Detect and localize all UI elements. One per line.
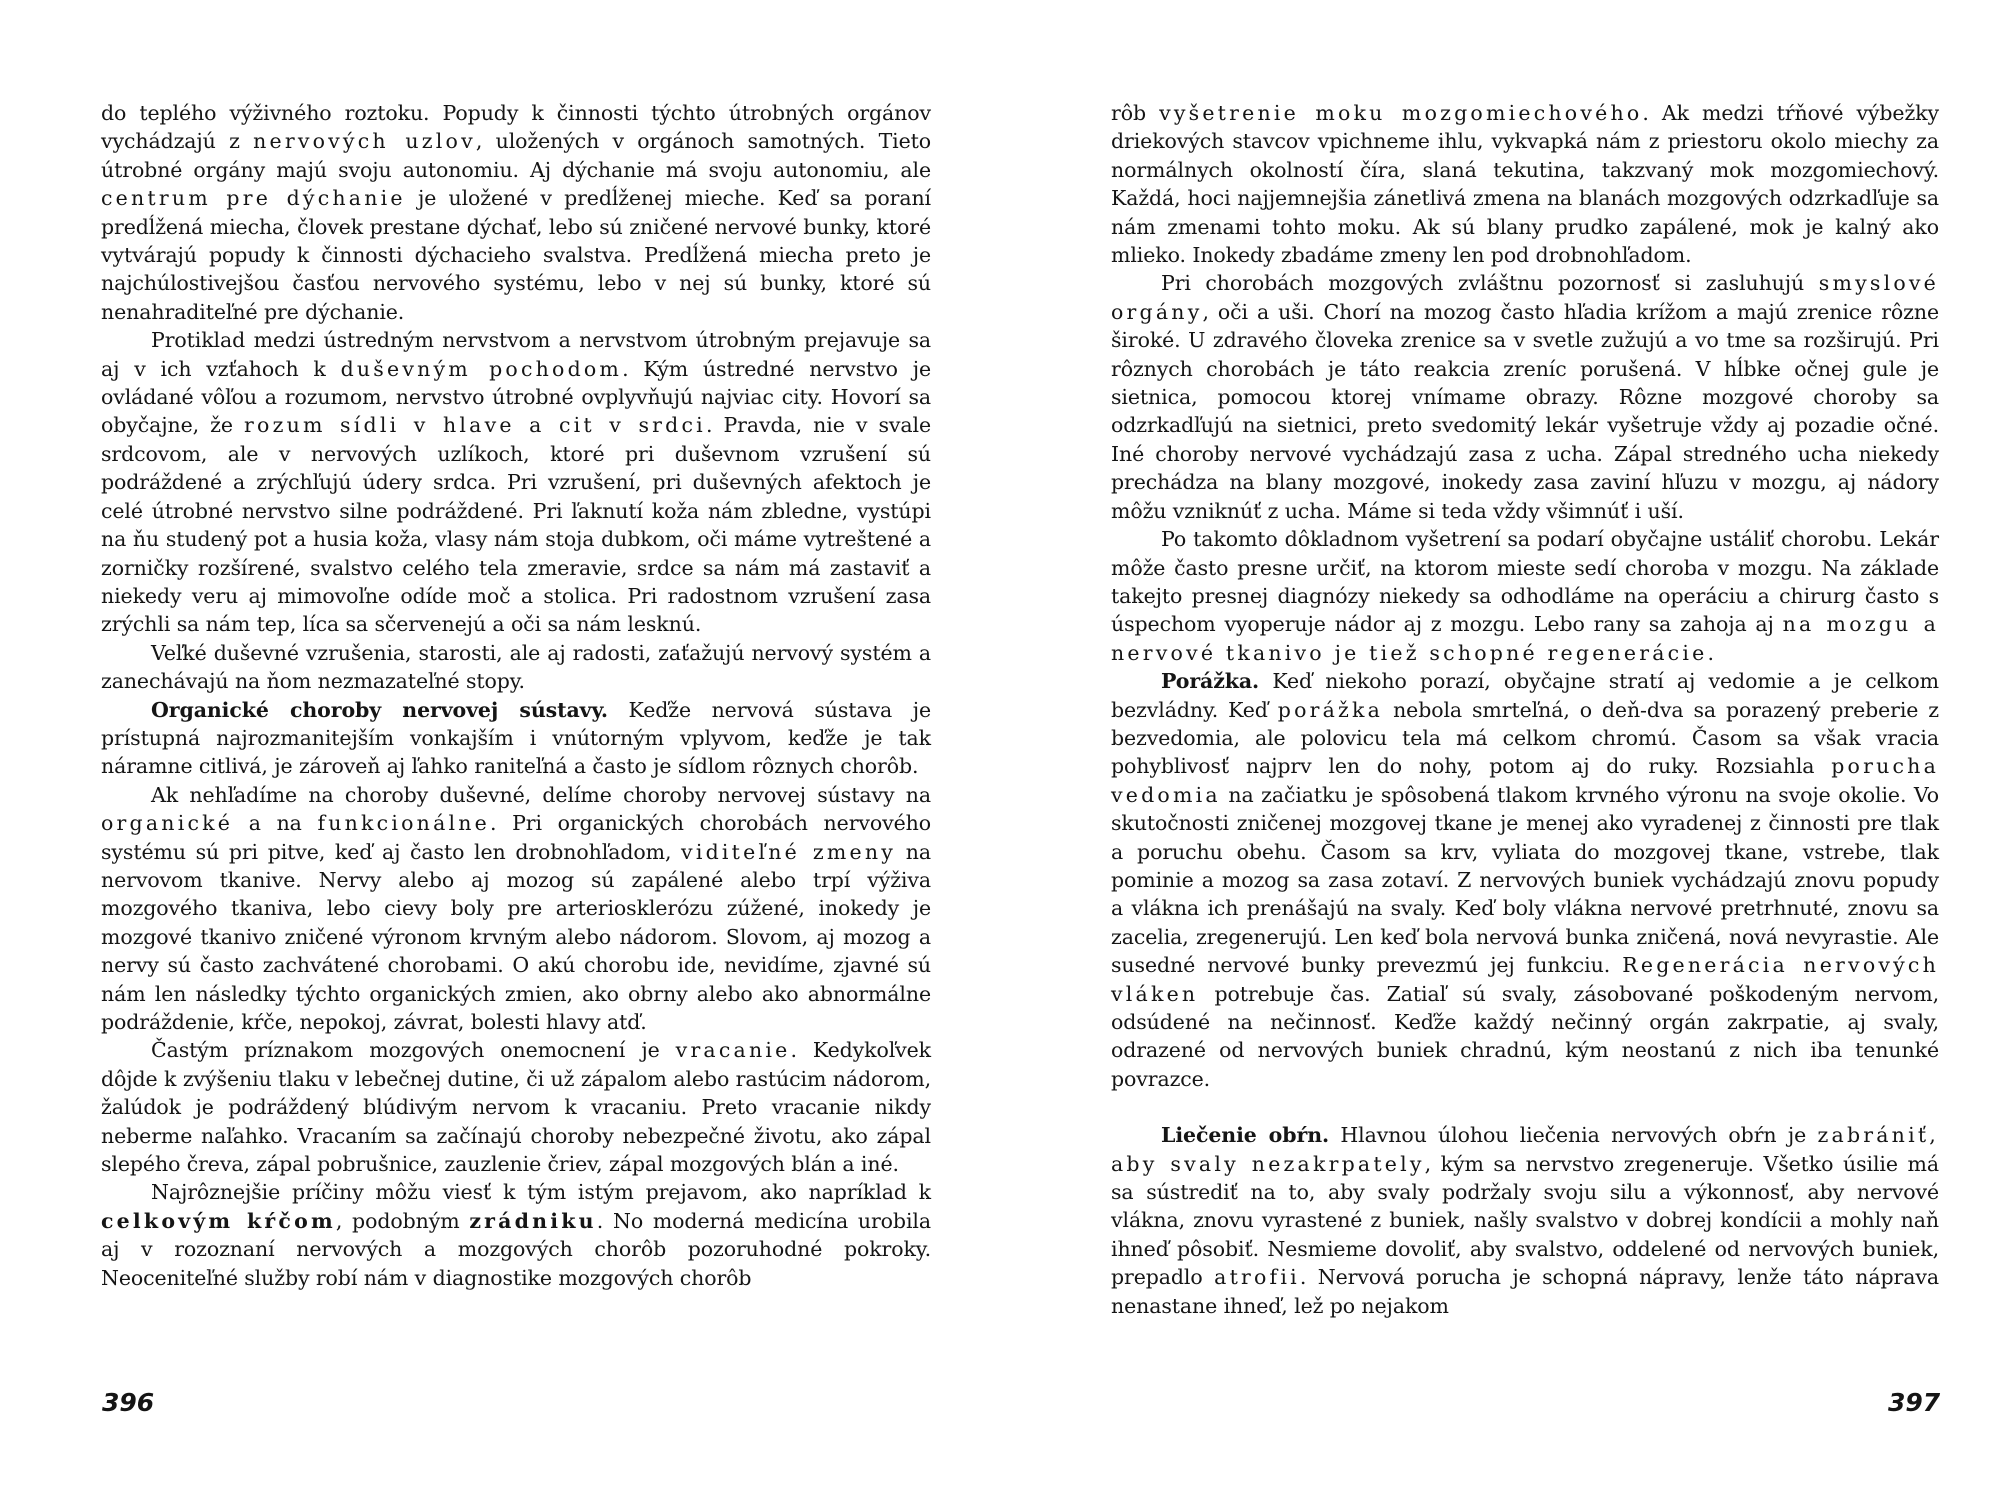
text-run: . Pravda, nie v svale srdcovom, ale v nervových uzlíkoch, ktoré pri duševnom vzrušení sú podráždené a zrýchľujú údery srdca. Pri vzrušení, pri duševných afektoch je celé útrobné nervstvo silne podráždené. Pri ľaknutí koža nám zbledne, vystúpi na ňu studený pot a husia koža, vlasy nám stoja dubkom, oči máme vytreštené a zorničky rozšírené, svalstvo celého tela zmeravie, srdce sa nám má zastaviť a niekedy veru aj mimovoľne odíde moč a stolica. Pri radostnom vzrušení zasa zrýchli sa nám tep, líca sa sčervenejú a oči sa nám lesknú. xyxy=(101,413,932,637)
right-paragraph-2 xyxy=(1111,269,1939,525)
spaced-emphasis: smyslové orgány xyxy=(1111,271,1939,324)
text-run: , oči a uši. Chorí na mozog často hľadia krížom a majú zrenice rôzne široké. U zdravého človeka zrenice sa v svetle zužujú a vo tme sa rozširujú. Pri rôznych chorobách je táto reakcia zreníc porušená. V hĺbke očnej gule je sietnica, pomocou ktorej vnímame obrazy. Rôzne mozgové choroby sa odzrkadľujú na sietnici, preto svedomitý lekár vyšetruje vždy aj pozadie očné. Iné choroby nervové vychádzajú zasa z ucha. Zápal stredného ucha niekedy prechádza na blany mozgové, inokedy zasa zaviní hľuzu v mozgu, aj nádory môžu vzniknúť z ucha. Máme si teda vždy všimnúť i uší. xyxy=(1111,299,1939,523)
text-run: rôb xyxy=(1111,101,1160,125)
left-paragraph-1 xyxy=(101,99,931,326)
text-run: Protiklad medzi ústredným nervstvom a nervstvom útrobným prejavuje sa aj v ich vzťahoch k xyxy=(101,328,931,381)
text-run: Častým príznakom mozgových onemocnení je xyxy=(151,1038,676,1063)
spaced-emphasis: viditeľné zmeny xyxy=(681,839,897,864)
spaced-emphasis: celkovým kŕčom xyxy=(101,1208,336,1233)
right-paragraph-5 xyxy=(1111,1121,1939,1320)
text-run: Keďže nervová sústava je prístupná najrozmanitejším vonkajším i vnútorným vplyvom, keďže je tak náramne citlivá, je zároveň aj ľahko raniteľná a často je sídlom rôznych chorôb. xyxy=(101,697,931,779)
spaced-emphasis: na mozgu a nervové tkanivo je tiež schopné regenerácie xyxy=(1111,612,1939,665)
text-run: a na xyxy=(233,811,318,836)
text-run: do teplého výživného roztoku. Popudy k činnosti týchto útrobných orgánov vychádzajú z xyxy=(101,101,931,154)
spaced-emphasis: porážka xyxy=(1277,697,1384,722)
right-paragraph-1 xyxy=(1111,99,1939,269)
text-run: Po takomto dôkladnom vyšetrení sa podarí obyčajne ustáliť chorobu. Lekár môže často presne určiť, na ktorom mieste sedí choroba v mozgu. Na základe takejto presnej diagnózy niekedy sa odhodláme na operáciu a chirurg často s úspechom vyoperuje nádor aj z mozgu. Lebo rany sa zahoja aj xyxy=(1111,527,1939,637)
bold-heading: Porážka. xyxy=(1161,669,1260,694)
spaced-emphasis: zrádniku xyxy=(469,1208,597,1233)
text-run: na nervovom tkanive. Nervy alebo aj mozog sú zapálené alebo trpí výživa mozgového tkaniva, lebo cievy boly pre arteriosklerózu zúžené, inokedy je mozgové tkanivo zničené výronom krvným alebo nádorom. Slovom, aj mozog a nervy sú často zachvátené chorobami. O akú chorobu ide, nevidíme, zjavné sú nám len následky týchto organických zmien, ako obrny alebo ako abnormálne podráždenie, kŕče, nepokoj, závrat, bolesti hlavy atď. xyxy=(101,839,931,1034)
text-run: , uložených v orgánoch samotných. Tieto útrobné orgány majú svoju autonomiu. Aj dýchanie má svoju autonomiu, ale xyxy=(101,129,932,182)
spaced-emphasis: zabrániť, aby svaly nezakrpately xyxy=(1111,1123,1939,1176)
text-run: Hlavnou úlohou liečenia nervových obŕn je xyxy=(1329,1123,1818,1148)
left-paragraph-7 xyxy=(101,1178,931,1292)
left-paragraph-6 xyxy=(101,1036,931,1178)
right-paragraph-3 xyxy=(1111,525,1939,667)
spaced-emphasis: funkcionálne xyxy=(317,811,490,836)
spaced-emphasis: nervových uzlov xyxy=(253,129,476,154)
left-paragraph-3 xyxy=(101,639,931,696)
spaced-emphasis: duševným pochodom xyxy=(340,356,623,381)
spaced-emphasis: porucha vedomia xyxy=(1111,754,1939,807)
spaced-emphasis: centrum pre dýchanie xyxy=(101,186,406,211)
spaced-emphasis: Regenerácia nervových vláken xyxy=(1111,953,1940,1006)
right-paragraph-4 xyxy=(1111,667,1939,1093)
spaced-emphasis: vracanie xyxy=(675,1038,791,1063)
text-run: , podobným xyxy=(335,1208,470,1233)
right-page xyxy=(1008,0,2016,1500)
left-paragraph-5 xyxy=(101,781,931,1037)
left-paragraph-4 xyxy=(101,696,931,781)
text-run: je uložené v predĺženej mieche. Keď sa poraní predĺžená miecha, človek prestane dýchať, lebo sú zničené nervové bunky, ktoré vytvárajú popudy k činnosti dýchacieho svalstva. Predĺžená miecha preto je najchúlostivejšou časťou nervového systému, lebo v nej sú bunky, ktoré sú nenahraditeľné pre dýchanie. xyxy=(101,186,931,324)
text-run: . No moderná medicína urobila aj v rozoznaní nervových a mozgových chorôb pozoruhodné pokroky. Neoceniteľné služby robí nám v diagnostike mozgových chorôb xyxy=(101,1208,931,1290)
text-run: . Kedykoľvek dôjde k zvýšeniu tlaku v lebečnej dutine, či už zápalom alebo rastúcim nádorom, žalúdok je podráždený blúdivým nervom k vracaniu. Preto vracanie nikdy neberme naľahko. Vracaním sa začínajú choroby nebezpečné životu, ako zápal slepého čreva, zápal pobrušnice, zauzlenie čriev, zápal mozgových blán a iné. xyxy=(101,1038,931,1177)
text-run: . Pri organických chorobách nervového systému sú pri pitve, keď aj často len drobnohľadom, xyxy=(101,811,931,864)
text-run: Veľké duševné vzrušenia, starosti, ale aj radosti, zaťažujú nervový systém a zanechávajú na ňom nezmazateľné stopy. xyxy=(101,640,931,694)
text-run: . Nervová porucha je schopná nápravy, lenže táto náprava nenastane ihneď, lež po nejakom xyxy=(1111,1265,1939,1318)
bold-heading: Organické choroby nervovej sústavy. xyxy=(151,697,608,722)
text-run: Ak nehľadíme na choroby duševné, delíme choroby nervovej sústavy na xyxy=(151,782,931,807)
text-run: Keď niekoho porazí, obyčajne stratí aj vedomie a je celkom bezvládny. Keď xyxy=(1111,669,1939,722)
left-paragraph-2 xyxy=(101,326,931,638)
left-page-text-area xyxy=(0,0,932,1500)
text-run: . xyxy=(1707,640,1714,665)
text-run: Najrôznejšie príčiny môžu viesť k tým istým prejavom, ako napríklad k xyxy=(151,1180,931,1205)
text-run: , kým sa nervstvo zregeneruje. Všetko úsilie má sa sústrediť na to, aby svaly podržaly svoju silu a výkonnosť, aby nervové vlákna, znovu vyrastené z buniek, našly svalstvo v dobrej kondícii a mohly naň ihneď pôsobiť. Nesmieme dovoliť, aby svalstvo, oddelené od nervových buniek, prepadlo xyxy=(1111,1151,1939,1290)
text-run: Pri chorobách mozgových zvláštnu pozornosť si zasluhujú xyxy=(1161,271,1819,296)
bold-heading: Liečenie obŕn. xyxy=(1161,1123,1330,1148)
text-run: . Ak medzi tŕňové výbežky driekových stavcov vpichneme ihlu, vykvapká nám z priestoru okolo miechy za normálnych okolností číra, slaná tekutina, takzvaný mok mozgomiechový. Každá, hoci najjemnejšia zánetlivá zmena na blanách mozgových odzrkadľuje sa nám zmenami tohto moku. Ak sú blany prudko zapálené, mok je kalný ako mlieko. Inokedy zbadáme zmeny len pod drobnohľadom. xyxy=(1111,101,1939,268)
text-run: potrebuje čas. Zatiaľ sú svaly, zásobované poškodeným nervom, odsúdené na nečinnosť. Keďže každý nečinný orgán zakrpatie, aj svaly, odrazené od nervových buniek chradnú, kým neostanú z nich iba tenunké povrazce. xyxy=(1111,981,1939,1091)
text-run: nebola smrteľná, o deň-dva sa porazený preberie z bezvedomia, ale polovicu tela má celkom chromú. Časom sa však vracia pohyblivosť najprv len do nohy, potom aj do ruky. Rozsiahla xyxy=(1111,697,1940,779)
spaced-emphasis: atrofii xyxy=(1214,1265,1300,1290)
spaced-emphasis: vyšetrenie moku mozgomiechového xyxy=(1159,101,1643,125)
left-page-number: 396 xyxy=(102,1388,155,1417)
right-page-text xyxy=(1111,99,1939,1320)
spaced-emphasis: rozum sídli v hlave a cit v srdci xyxy=(244,413,706,438)
spaced-emphasis: organické xyxy=(101,811,234,836)
text-run: na začiatku je spôsobená tlakom krvného výronu na svoje okolie. Vo skutočnosti zničenej mozgovej tkane je menej ako vyradenej z činnosti pre tlak a poruchu obehu. Časom sa krv, vyliata do mozgovej tkane, vstrebe, tlak pominie a mozog sa zasa zotaví. Z nervových buniek vychádzajú znovu popudy a vlákna ich prenášajú na svaly. Keď boly vlákna nervové pretrhnuté, znovu sa zacelia, zregenerujú. Len keď bola nervová bunka zničená, nová nevyrastie. Ale susedné nervové bunky prevezmú jej funkciu. xyxy=(1111,782,1939,978)
left-page-text xyxy=(101,99,931,1292)
text-run: . Kým ústredné nervstvo je ovládané vôľou a rozumom, nervstvo útrobné ovplyvňujú najviac city. Hovorí sa obyčajne, že xyxy=(101,356,931,438)
right-page-number: 397 xyxy=(1888,1388,1941,1417)
